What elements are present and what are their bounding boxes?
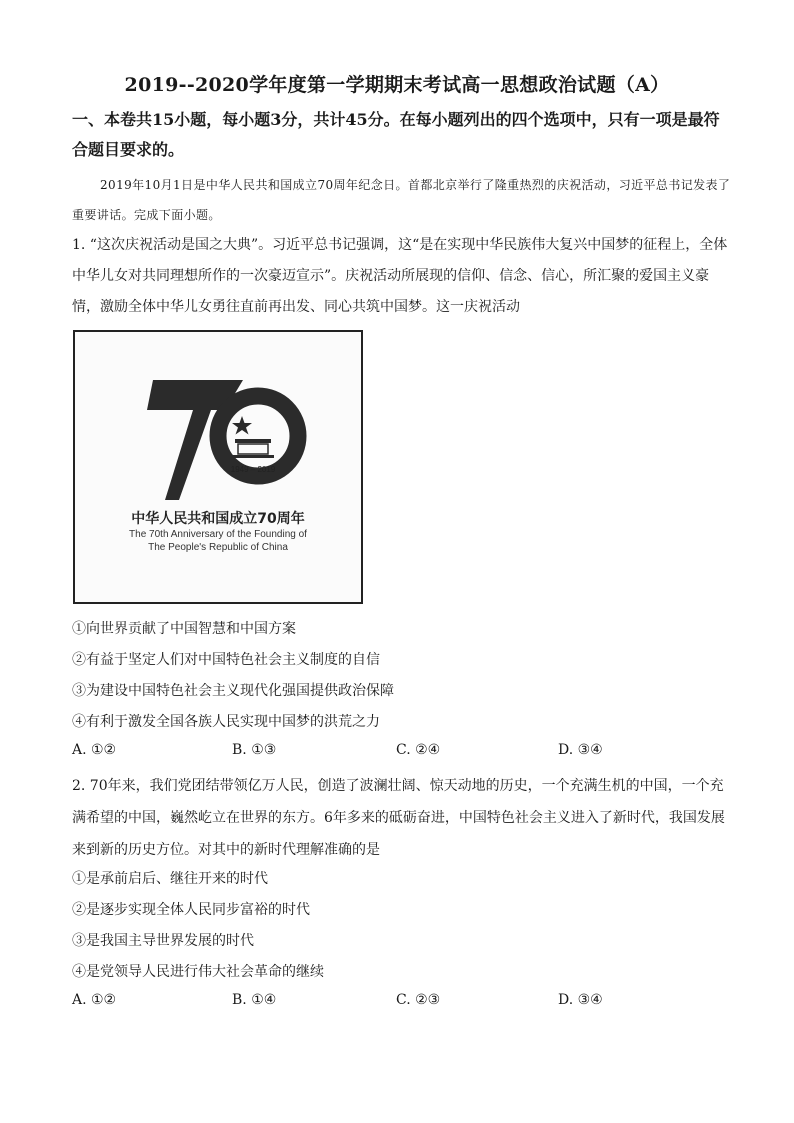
q2-choice-d: D. ③④ xyxy=(558,992,603,1008)
q1-choice-d: D. ③④ xyxy=(558,742,603,758)
logo-years: 1949 – 2019 xyxy=(230,465,276,474)
q2-choice-b: B. ①④ xyxy=(232,992,277,1008)
q2-option-2: ②是逐步实现全体人民同步富裕的时代 xyxy=(72,902,310,918)
q2-option-4: ④是党领导人民进行伟大社会革命的继续 xyxy=(72,964,324,980)
q1-option-2: ②有益于坚定人们对中国特色社会主义制度的自信 xyxy=(72,652,380,668)
q1-choice-c: C. ②④ xyxy=(396,742,441,758)
q1-option-1: ①向世界贡献了中国智慧和中国方案 xyxy=(72,621,296,637)
logo-english-line-2: The People's Republic of China xyxy=(148,542,288,553)
q2-option-1: ①是承前启后、继往开来的时代 xyxy=(72,871,268,887)
anniversary-logo-figure xyxy=(73,330,363,604)
q1-option-3: ③为建设中国特色社会主义现代化强国提供政治保障 xyxy=(72,683,394,699)
q2-choice-c: C. ②③ xyxy=(396,992,441,1008)
question-2-stem: 2. 70年来，我们党团结带领亿万人民，创造了波澜壮阔、惊天动地的历史，一个充满生机的中国，一个充满希望的中国，巍然屹立在世界的东方。6年多来的砥砺奋进，中国特色社会主义进入了新时代，我国发展来到新的历史方位。对其中的新时代理解准确的是 xyxy=(72,778,725,858)
question-1-stem: 1. “这次庆祝活动是国之大典”。习近平总书记强调，这“是在实现中华民族伟大复兴中国梦的征程上，全体中华儿女对共同理想所作的一次豪迈宣示”。庆祝活动所展现的信仰、信念、信心，所汇聚的爱国主义豪情，激励全体中华儿女勇往直前再出发、同心共筑中国梦。这一庆祝活动 xyxy=(72,237,728,315)
exam-title: 2019--2020学年度第一学期期末考试高一思想政治试题（A） xyxy=(124,74,670,96)
section-instruction: 一、本卷共15小题，每小题3分，共计45分。在每小题列出的四个选项中，只有一项是最符合题目要求的。 xyxy=(72,110,720,159)
q1-choice-b: B. ①③ xyxy=(232,742,277,758)
q1-choice-a: A. ①② xyxy=(72,742,117,758)
logo-english-caption xyxy=(75,528,361,554)
intro-paragraph: 2019年10月1日是中华人民共和国成立70周年纪念日。首都北京举行了隆重热烈的庆祝活动，习近平总书记发表了重要讲话。完成下面小题。 xyxy=(72,178,731,222)
logo-chinese-caption: 中华人民共和国成立70周年 xyxy=(131,511,305,527)
logo-english-line-1: The 70th Anniversary of the Founding of xyxy=(129,529,307,540)
q1-option-4: ④有利于激发全国各族人民实现中国梦的洪荒之力 xyxy=(72,714,380,730)
seventy-logo-graphic xyxy=(75,332,361,502)
q2-choice-a: A. ①② xyxy=(72,992,117,1008)
q2-option-3: ③是我国主导世界发展的时代 xyxy=(72,933,254,949)
